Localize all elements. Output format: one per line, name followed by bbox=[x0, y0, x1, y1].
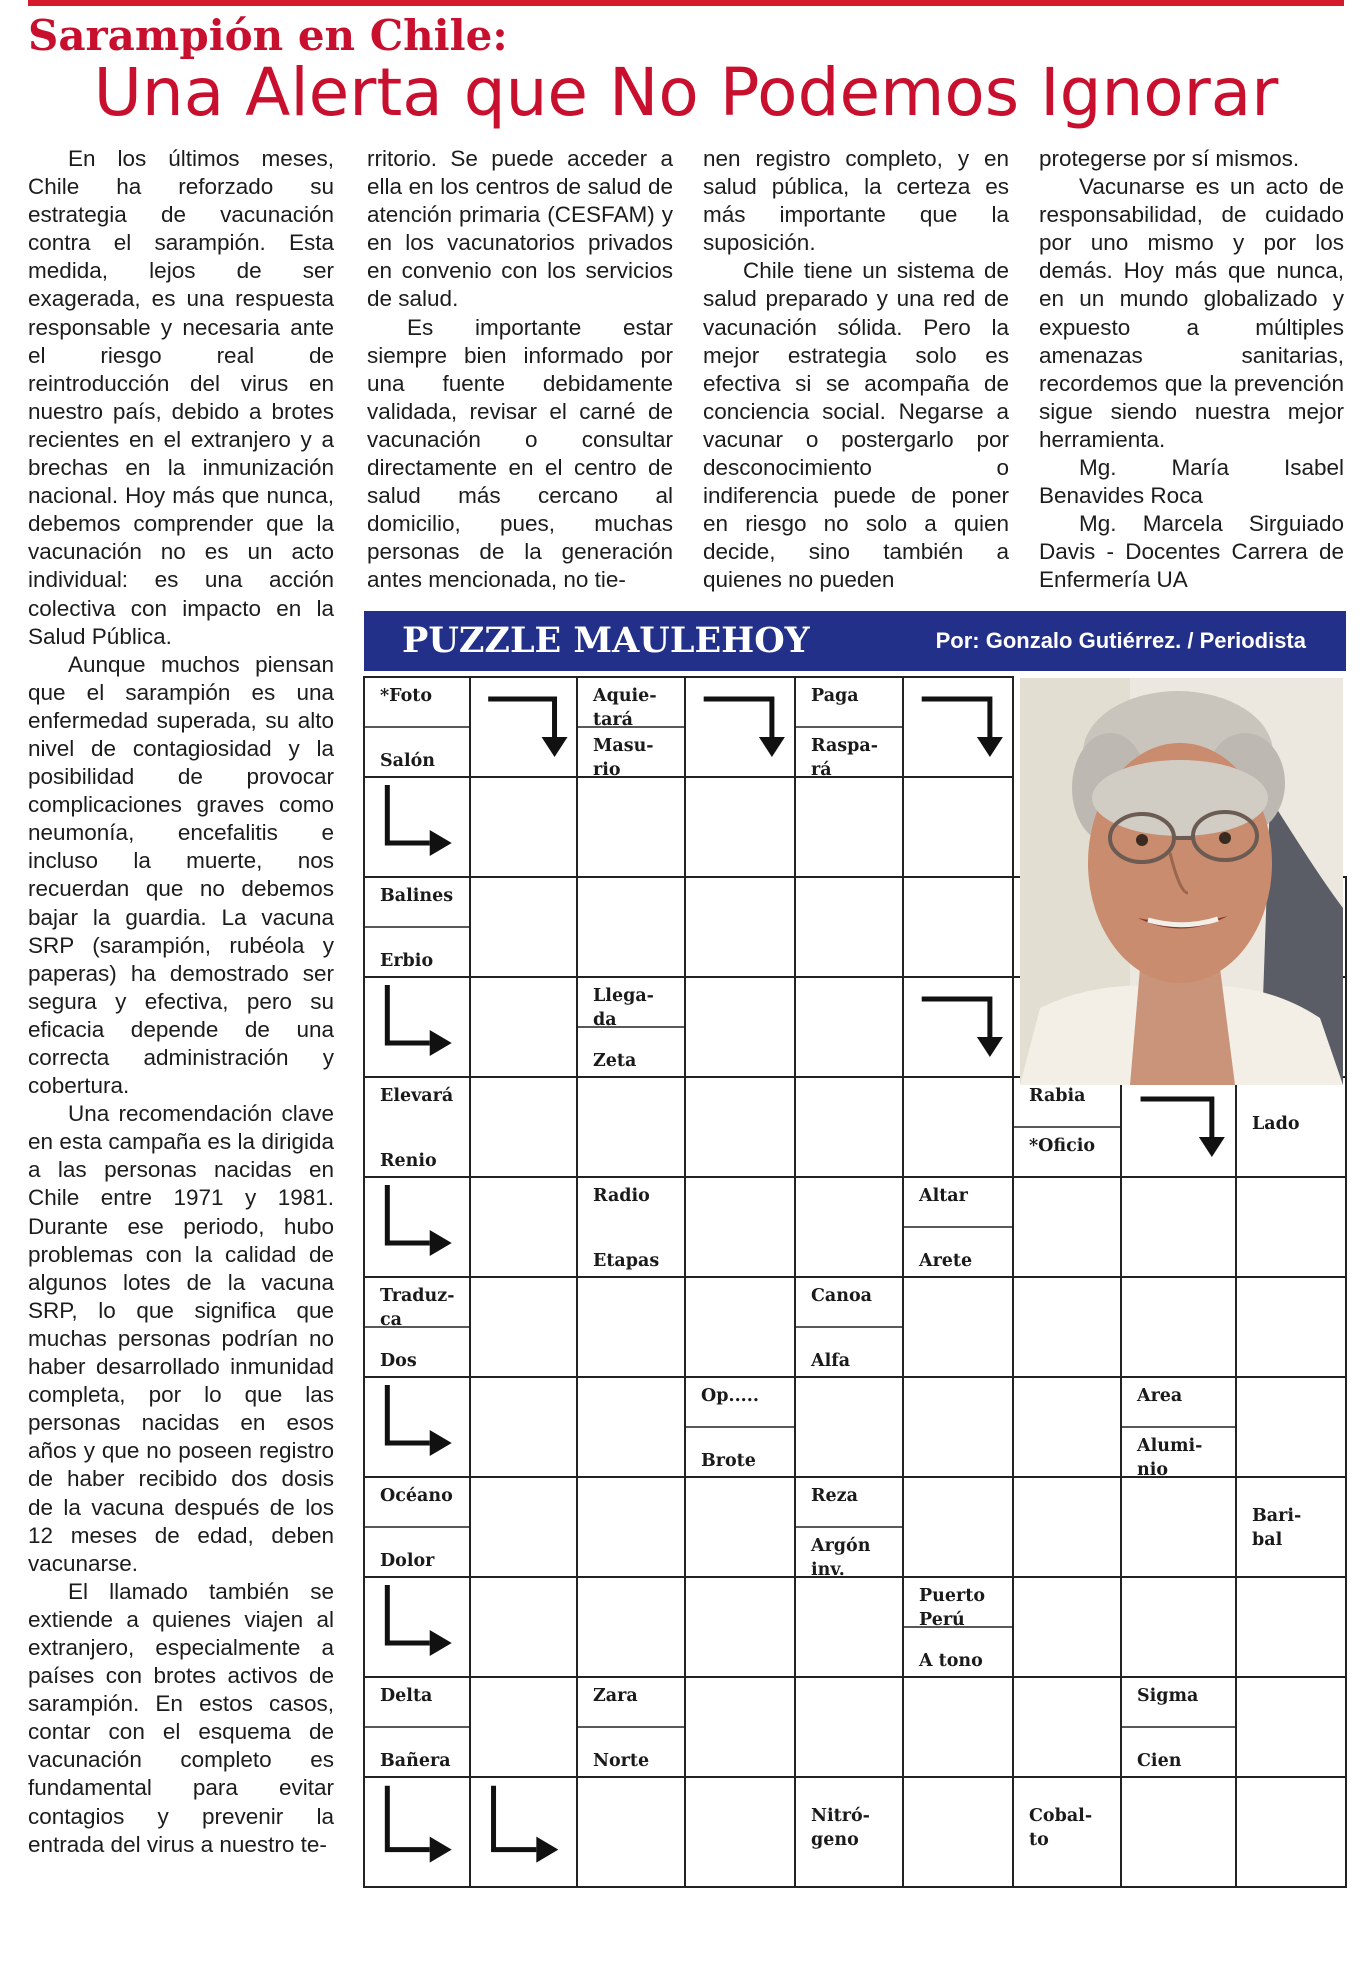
clue-c26 bbox=[1136, 1386, 1182, 1406]
clue-line: tará bbox=[593, 710, 633, 730]
portrait-photo-image bbox=[1020, 678, 1343, 1085]
clue-line: Balines bbox=[380, 886, 454, 906]
puzzle-cell[interactable] bbox=[364, 1577, 470, 1677]
clue-c36 bbox=[380, 1751, 451, 1771]
down-arrow-icon bbox=[704, 699, 785, 757]
puzzle-cell[interactable] bbox=[577, 1477, 685, 1577]
clue-line: da bbox=[593, 1010, 617, 1030]
clue-line: Nitró- bbox=[811, 1806, 870, 1826]
puzzle-cell[interactable] bbox=[1236, 1177, 1346, 1277]
clue-c08 bbox=[380, 951, 433, 971]
paragraph: Vacunarse es un acto de responsabilidad, de cuidado por uno mismo y por los demás. Hoy más que nunca, en un mundo globalizado y expuesto a múltiples amenazas sanitarias, recordemos que la prevención sigue siendo nuestra mejor herramienta. bbox=[1039, 174, 1344, 452]
clue-line: Brote bbox=[701, 1451, 756, 1471]
article-column-2 bbox=[367, 145, 673, 595]
puzzle-cell[interactable] bbox=[685, 1677, 795, 1777]
right-arrow-icon bbox=[387, 985, 451, 1056]
right-arrow-icon bbox=[494, 1786, 559, 1863]
paragraph: nen registro completo, y en salud pública, la certeza es más importante que la suposición. bbox=[703, 146, 1009, 256]
puzzle-cell[interactable] bbox=[903, 1677, 1013, 1777]
puzzle-cell[interactable] bbox=[903, 877, 1013, 977]
clue-line: Alumi- bbox=[1137, 1436, 1203, 1456]
puzzle-cell[interactable] bbox=[795, 1677, 903, 1777]
puzzle-cell[interactable] bbox=[470, 1577, 577, 1677]
clue-line: Raspa- bbox=[811, 736, 878, 756]
clue-line: Radio bbox=[593, 1186, 650, 1206]
clue-c21 bbox=[380, 1351, 417, 1371]
puzzle-cell[interactable] bbox=[577, 1577, 685, 1677]
puzzle-cell[interactable] bbox=[1121, 1077, 1236, 1177]
puzzle-cell[interactable] bbox=[903, 1277, 1013, 1377]
puzzle-cell[interactable] bbox=[364, 1377, 470, 1477]
puzzle-cell[interactable] bbox=[685, 877, 795, 977]
puzzle-cell[interactable] bbox=[364, 1777, 470, 1887]
puzzle-cell[interactable] bbox=[1236, 1277, 1346, 1377]
puzzle-cell[interactable] bbox=[903, 1377, 1013, 1477]
puzzle-cell[interactable] bbox=[1236, 1477, 1346, 1577]
puzzle-cell[interactable] bbox=[685, 1777, 795, 1887]
puzzle-cell[interactable] bbox=[795, 977, 903, 1077]
puzzle-cell[interactable] bbox=[1013, 1277, 1121, 1377]
clue-c09 bbox=[593, 986, 654, 1030]
puzzle-cell[interactable] bbox=[1013, 1577, 1121, 1677]
puzzle-cell[interactable] bbox=[470, 977, 577, 1077]
portrait-photo bbox=[1020, 678, 1343, 1085]
paragraph: Aunque muchos piensan que el sarampión es una enfermedad superada, su alto nivel de contagiosidad y la posibilidad de provocar complicaciones graves como neumonía, encefalitis e incluso la muerte, nos recuerdan que no debemos bajar la guardia. La vacuna SRP (sarampión, rubéola y paperas) ha demostrado ser segura y efectiva, pero su eficacia depende de una correcta administración y cobertura. bbox=[28, 651, 334, 1099]
clue-c41 bbox=[811, 1806, 870, 1850]
puzzle-cell[interactable] bbox=[685, 1277, 795, 1377]
clue-line: Elevará bbox=[380, 1086, 454, 1106]
clue-line: Argón bbox=[811, 1536, 871, 1556]
puzzle-cell[interactable] bbox=[795, 1377, 903, 1477]
clue-c42 bbox=[1029, 1806, 1092, 1850]
clue-c23 bbox=[810, 1351, 850, 1371]
puzzle-cell[interactable] bbox=[795, 1077, 903, 1177]
puzzle-cell[interactable] bbox=[577, 1377, 685, 1477]
clue-line: Arete bbox=[919, 1251, 973, 1271]
clue-line: Cobal- bbox=[1029, 1806, 1093, 1826]
puzzle-cell[interactable] bbox=[1121, 1577, 1236, 1677]
puzzle-title: PUZZLE MAULEHOY bbox=[402, 620, 810, 661]
puzzle-cell[interactable] bbox=[1236, 1677, 1346, 1777]
clue-line: Erbio bbox=[380, 951, 434, 971]
clue-c24 bbox=[701, 1386, 759, 1406]
puzzle-cell[interactable] bbox=[1013, 1177, 1121, 1277]
clue-c22 bbox=[811, 1286, 872, 1306]
puzzle-cell[interactable] bbox=[470, 877, 577, 977]
puzzle-cell[interactable] bbox=[1121, 1277, 1236, 1377]
clue-c12 bbox=[380, 1151, 437, 1171]
puzzle-cell[interactable] bbox=[470, 1677, 577, 1777]
clue-line: Rabia bbox=[1029, 1086, 1086, 1106]
clue-c17 bbox=[593, 1251, 659, 1271]
puzzle-cell[interactable] bbox=[470, 777, 577, 877]
puzzle-cell[interactable] bbox=[795, 1177, 903, 1277]
author-signature-2: Mg. Marcela Sirguiado Davis - Docentes Carrera de Enfermería UA bbox=[1039, 511, 1344, 593]
clue-line: Llega- bbox=[593, 986, 654, 1006]
clue-line: Lado bbox=[1252, 1114, 1300, 1134]
puzzle-cell[interactable] bbox=[685, 1177, 795, 1277]
puzzle-cell[interactable] bbox=[577, 1777, 685, 1887]
puzzle-byline: Por: Gonzalo Gutiérrez. / Periodista bbox=[935, 628, 1306, 653]
clue-line: Dolor bbox=[380, 1551, 435, 1571]
clue-c03 bbox=[592, 686, 657, 730]
puzzle-cell[interactable] bbox=[1121, 1477, 1236, 1577]
clue-line: bal bbox=[1252, 1530, 1283, 1550]
clue-line: rio bbox=[593, 760, 621, 780]
clue-line: Reza bbox=[811, 1486, 858, 1506]
puzzle-cell[interactable] bbox=[795, 877, 903, 977]
clue-c31 bbox=[810, 1536, 871, 1580]
down-arrow-icon bbox=[922, 699, 1003, 757]
paragraph: Una recomendación clave en esta campaña es la dirigida a las personas nacidas en Chile entre 1971 y 1981. Durante ese periodo, hubo problemas con la calidad de algunos lotes de la vacuna SRP, lo que significa que muchas personas podrían no haber desarrollado inmunidad completa, por lo que las personas nacidas en esos años y que no poseen registro de haber recibido dos dosis de la vacuna después de los 12 meses de edad, deben vacunarse. bbox=[28, 1101, 334, 1576]
clue-c28 bbox=[380, 1486, 453, 1506]
clue-c14 bbox=[1029, 1136, 1095, 1156]
clue-c29 bbox=[380, 1551, 435, 1571]
puzzle-cell[interactable] bbox=[470, 1077, 577, 1177]
clue-c30 bbox=[811, 1486, 858, 1506]
clue-c34 bbox=[918, 1651, 983, 1671]
clue-line: Dos bbox=[380, 1351, 417, 1371]
puzzle-cell[interactable] bbox=[903, 977, 1013, 1077]
puzzle-cell[interactable] bbox=[1013, 1477, 1121, 1577]
clue-line: Paga bbox=[811, 686, 859, 706]
clue-line: nio bbox=[1137, 1460, 1169, 1480]
puzzle-cell[interactable] bbox=[1013, 1677, 1121, 1777]
clue-line: A tono bbox=[919, 1651, 983, 1671]
article-column-3 bbox=[703, 145, 1009, 595]
puzzle-cell[interactable] bbox=[470, 1777, 577, 1887]
paragraph: En los últimos meses, Chile ha reforzado su estrategia de vacunación contra el sarampión. Esta medida, lejos de ser exagerada, es una respuesta responsable y necesaria ante el riesgo real de reintroducción del virus en nuestro país, debido a brotes recientes en el extranjero y a brechas en la inmunización nacional. Hoy más que nunca, debemos comprender que la vacunación no es un acto individual: es una acción colectiva con impacto en la Salud Pública. bbox=[28, 146, 334, 649]
puzzle-cell[interactable] bbox=[903, 777, 1013, 877]
clue-line: Traduz- bbox=[380, 1286, 455, 1306]
clue-line: Perú bbox=[919, 1610, 965, 1630]
clue-line: Aquie- bbox=[593, 686, 657, 706]
clue-line: Area bbox=[1137, 1386, 1183, 1406]
article-headline: Una Alerta que No Podemos Ignorar bbox=[93, 54, 1279, 131]
right-arrow-icon bbox=[387, 1585, 451, 1656]
puzzle-cell[interactable] bbox=[364, 777, 470, 877]
clue-line: Puerto bbox=[919, 1586, 985, 1606]
clue-line: Océano bbox=[380, 1486, 453, 1506]
clue-line: Zeta bbox=[593, 1051, 637, 1071]
clue-c15 bbox=[1252, 1114, 1300, 1134]
clue-c37 bbox=[593, 1686, 638, 1706]
puzzle-cell[interactable] bbox=[795, 777, 903, 877]
clue-line: Bañera bbox=[380, 1751, 451, 1771]
clue-c07 bbox=[380, 886, 453, 906]
puzzle-cell[interactable] bbox=[470, 677, 577, 777]
clue-line: geno bbox=[811, 1830, 859, 1850]
down-arrow-icon bbox=[1141, 1099, 1225, 1157]
clue-line: Salón bbox=[380, 751, 436, 771]
puzzle-cell[interactable] bbox=[685, 1077, 795, 1177]
article-column-4 bbox=[1039, 145, 1344, 595]
puzzle-cell[interactable] bbox=[903, 1477, 1013, 1577]
clue-c10 bbox=[593, 1051, 636, 1071]
clue-line: *Oficio bbox=[1029, 1136, 1096, 1156]
puzzle-cell[interactable] bbox=[795, 1577, 903, 1677]
right-arrow-icon bbox=[387, 1786, 451, 1863]
paragraph: Chile tiene un sistema de salud preparado y una red de vacunación sólida. Pero la mejor estrategia solo es efectiva si se acompaña de conciencia social. Negarse a vacunar o postergarlo por desconocimiento o indiferencia puede de poner en riesgo no solo a quien decide, sino también a quienes no pueden bbox=[703, 258, 1009, 593]
puzzle-cell[interactable] bbox=[470, 1477, 577, 1577]
paragraph: Es importante estar siempre bien informado por una fuente debidamente validada, revisar el carné de vacunación o consultar directamente en el centro de salud más cercano al domicilio, pues, muchas personas de la generación antes mencionada, no tie- bbox=[367, 314, 673, 593]
down-arrow-icon bbox=[922, 999, 1003, 1057]
clue-c20 bbox=[380, 1286, 454, 1330]
puzzle-cell[interactable] bbox=[1121, 1777, 1236, 1887]
right-arrow-icon bbox=[387, 1185, 451, 1256]
puzzle-cell[interactable] bbox=[685, 1577, 795, 1677]
puzzle-cell[interactable] bbox=[903, 677, 1013, 777]
puzzle-cell[interactable] bbox=[685, 677, 795, 777]
clue-line: *Foto bbox=[380, 686, 433, 706]
right-arrow-icon bbox=[387, 1385, 451, 1456]
clue-c35 bbox=[380, 1686, 432, 1706]
clue-c19 bbox=[918, 1251, 972, 1271]
clue-c01 bbox=[380, 686, 432, 706]
clue-line: inv. bbox=[811, 1560, 845, 1580]
puzzle-cell[interactable] bbox=[364, 1177, 470, 1277]
clue-line: rá bbox=[811, 760, 832, 780]
author-signature-1: Mg. María Isabel Benavides Roca bbox=[1039, 455, 1344, 509]
puzzle-cell[interactable] bbox=[364, 977, 470, 1077]
clue-c11 bbox=[380, 1086, 453, 1106]
clue-line: Renio bbox=[380, 1151, 437, 1171]
clue-line: Norte bbox=[593, 1751, 650, 1771]
puzzle-header bbox=[364, 611, 1346, 671]
clue-line: Bari- bbox=[1252, 1506, 1302, 1526]
paragraph: rritorio. Se puede acceder a ella en los centros de salud de atención primaria (CESFAM) y en los vacunatorios privados en convenio con los servicios de salud. bbox=[367, 146, 673, 312]
clue-c27 bbox=[1136, 1436, 1202, 1480]
clue-c05 bbox=[811, 686, 859, 706]
clue-line: ca bbox=[380, 1310, 402, 1330]
clue-c33 bbox=[919, 1586, 985, 1630]
clue-c02 bbox=[380, 751, 435, 771]
puzzle-cell[interactable] bbox=[1121, 1177, 1236, 1277]
puzzle-cell[interactable] bbox=[903, 1077, 1013, 1177]
clue-line: Op..... bbox=[701, 1386, 759, 1406]
clue-line: Alfa bbox=[811, 1351, 851, 1371]
clue-line: Zara bbox=[593, 1686, 638, 1706]
puzzle-cell[interactable] bbox=[685, 1477, 795, 1577]
clue-c25 bbox=[701, 1451, 756, 1471]
puzzle-cell[interactable] bbox=[1236, 1577, 1346, 1677]
clue-line: Cien bbox=[1137, 1751, 1182, 1771]
paragraph: El llamado también se extiende a quienes viajen al extranjero, especialmente a países con brotes activos de sarampión. En estos casos, contar con el esquema de vacunación completo es fundamental para evitar contagios y prevenir la entrada del virus a nuestro te- bbox=[28, 1578, 334, 1857]
article-kicker: Sarampión en Chile: bbox=[28, 11, 508, 60]
puzzle-cell[interactable] bbox=[470, 1177, 577, 1277]
puzzle-cell[interactable] bbox=[577, 777, 685, 877]
clue-c18 bbox=[918, 1186, 969, 1206]
right-arrow-icon bbox=[387, 785, 451, 856]
clue-c39 bbox=[1137, 1686, 1198, 1706]
clue-c38 bbox=[593, 1751, 649, 1771]
puzzle-cell[interactable] bbox=[1236, 1777, 1346, 1887]
clue-c13 bbox=[1029, 1086, 1086, 1106]
puzzle-cell[interactable] bbox=[685, 777, 795, 877]
paragraph: protegerse por sí mismos. bbox=[1039, 146, 1300, 171]
clue-line: Etapas bbox=[593, 1251, 660, 1271]
puzzle-cell[interactable] bbox=[470, 1377, 577, 1477]
article-column-1 bbox=[28, 145, 334, 1859]
clue-c40 bbox=[1137, 1751, 1182, 1771]
clue-line: to bbox=[1029, 1830, 1049, 1850]
clue-c16 bbox=[593, 1186, 650, 1206]
puzzle-cell[interactable] bbox=[577, 1077, 685, 1177]
puzzle-cell[interactable] bbox=[1013, 1377, 1121, 1477]
puzzle-cell[interactable] bbox=[903, 1777, 1013, 1887]
clue-line: Delta bbox=[380, 1686, 433, 1706]
puzzle-cell[interactable] bbox=[470, 1277, 577, 1377]
clue-line: Sigma bbox=[1137, 1686, 1199, 1706]
clue-line: Canoa bbox=[811, 1286, 873, 1306]
clue-c06 bbox=[811, 736, 878, 780]
clue-line: Masu- bbox=[593, 736, 654, 756]
clue-c04 bbox=[593, 736, 654, 780]
puzzle-cell[interactable] bbox=[1236, 1377, 1346, 1477]
puzzle-cell[interactable] bbox=[577, 1277, 685, 1377]
clue-line: Altar bbox=[919, 1186, 968, 1206]
clue-c32 bbox=[1252, 1506, 1301, 1550]
puzzle-cell[interactable] bbox=[577, 877, 685, 977]
puzzle-cell[interactable] bbox=[685, 977, 795, 1077]
down-arrow-icon bbox=[488, 699, 567, 757]
